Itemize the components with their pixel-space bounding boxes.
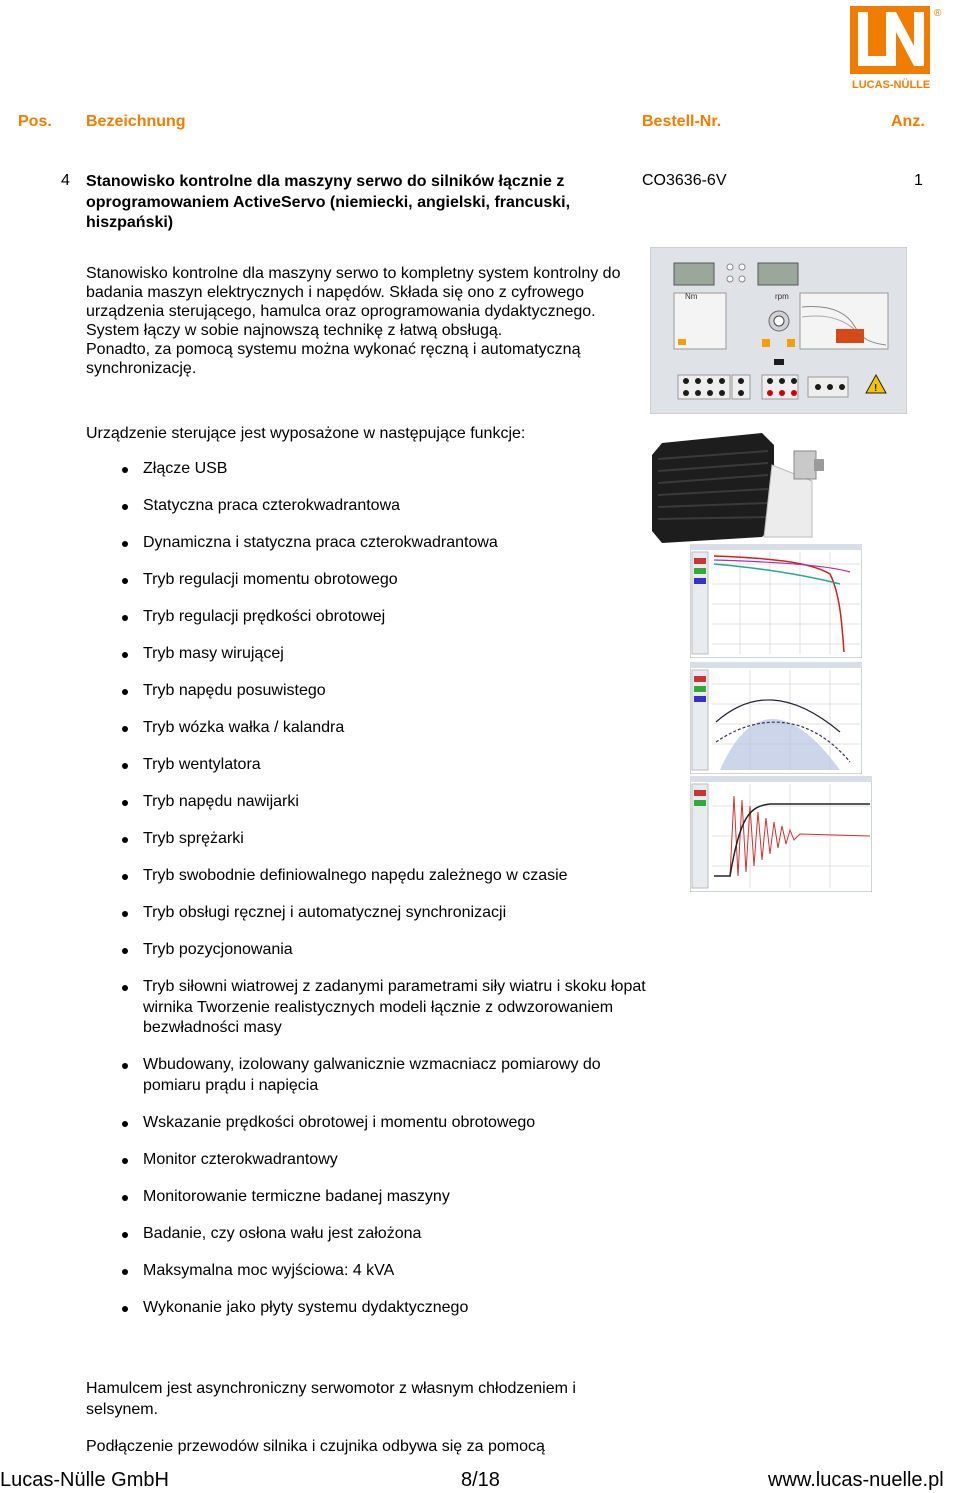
feature-item: Monitorowanie termiczne badanej maszyny bbox=[86, 1187, 646, 1208]
servo-motor-image bbox=[644, 425, 826, 547]
footer-website[interactable]: www.lucas-nuelle.pl bbox=[768, 1469, 944, 1491]
feature-item: Tryb regulacji momentu obrotowego bbox=[86, 570, 646, 591]
feature-item: Tryb napędu nawijarki bbox=[86, 792, 646, 813]
panel-speed-label: rpm bbox=[775, 292, 789, 301]
item-qty: 1 bbox=[914, 172, 923, 189]
brake-text: Hamulcem jest asynchroniczny serwomotor z własnym chłodzeniem i selsynem. bbox=[86, 1380, 576, 1418]
feature-item: Badanie, czy osłona wału jest założona bbox=[86, 1224, 646, 1245]
logo-text: LUCAS-NÜLLE bbox=[852, 79, 931, 91]
feature-item: Wskazanie prędkości obrotowej i momentu obrotowego bbox=[86, 1113, 646, 1134]
features-list bbox=[86, 459, 646, 1318]
feature-item: Tryb swobodnie definiowalnego napędu zależnego w czasie bbox=[86, 866, 646, 887]
header-pos: Pos. bbox=[18, 113, 52, 130]
feature-item: Monitor czterokwadrantowy bbox=[86, 1150, 646, 1171]
features-lead: Urządzenie sterujące jest wyposażone w następujące funkcje: bbox=[86, 425, 526, 442]
item-name: Stanowisko kontrolne dla maszyny serwo do silników łącznie z oprogramowaniem ActiveServo (niemiecki, angielski, francuski, hiszpański) bbox=[86, 173, 571, 231]
intro-text bbox=[86, 264, 641, 378]
panel-torque-label: Nm bbox=[685, 292, 698, 301]
header-qty: Anz. bbox=[891, 113, 925, 130]
header-name: Bezeichnung bbox=[86, 113, 186, 130]
feature-item: Wbudowany, izolowany galwanicznie wzmacniacz pomiarowy do pomiaru prądu i napięcia bbox=[86, 1055, 646, 1096]
lucas-nuelle-logo bbox=[850, 6, 942, 92]
feature-item: Tryb masy wirującej bbox=[86, 644, 646, 665]
item-order-no: CO3636-6V bbox=[642, 172, 727, 189]
software-screenshot-torque-speed bbox=[690, 544, 862, 658]
feature-item: Tryb siłowni wiatrowej z zadanymi parametrami siły wiatru i skoku łopat wirnika Tworzenie realistycznych modeli łącznie z odwzorowaniem bezwładności masy bbox=[86, 977, 646, 1039]
svg-text:!: ! bbox=[874, 383, 878, 394]
feature-item: Statyczna praca czterokwadrantowa bbox=[86, 496, 646, 517]
feature-item: Tryb napędu posuwistego bbox=[86, 681, 646, 702]
feature-item: Dynamiczna i statyczna praca czterokwadrantowa bbox=[86, 533, 646, 554]
software-screenshot-characteristics bbox=[690, 662, 862, 774]
feature-item: Tryb sprężarki bbox=[86, 829, 646, 850]
software-screenshot-oscillation bbox=[690, 776, 872, 892]
connection-text: Podłączenie przewodów silnika i czujnika odbywa się za pomocą bbox=[86, 1438, 545, 1455]
feature-item: Tryb wózka wałka / kalandra bbox=[86, 718, 646, 739]
control-unit-image bbox=[650, 247, 907, 414]
feature-item: Złącze USB bbox=[86, 459, 646, 480]
feature-item: Tryb regulacji prędkości obrotowej bbox=[86, 607, 646, 628]
header-order-no: Bestell-Nr. bbox=[642, 113, 722, 130]
feature-item: Maksymalna moc wyjściowa: 4 kVA bbox=[86, 1261, 646, 1282]
feature-item: Tryb pozycjonowania bbox=[86, 940, 646, 961]
item-pos: 4 bbox=[61, 172, 70, 189]
footer-company: Lucas-Nülle GmbH bbox=[0, 1469, 169, 1491]
feature-item: Tryb obsługi ręcznej i automatycznej synchronizacji bbox=[86, 903, 646, 924]
feature-item: Tryb wentylatora bbox=[86, 755, 646, 776]
feature-item: Wykonanie jako płyty systemu dydaktycznego bbox=[86, 1298, 646, 1319]
footer-page-number: 8/18 bbox=[461, 1469, 500, 1491]
intro-paragraph-1: Stanowisko kontrolne dla maszyny serwo to kompletny system kontrolny do badania maszyn elektrycznych i napędów. Składa się ono z cyfrowego urządzenia sterującego, hamulca oraz oprogramowania dydaktycznego. System łączy w sobie najnowszą technikę z łatwą obsługą. bbox=[86, 265, 621, 339]
intro-paragraph-2: Ponadto, za pomocą systemu można wykonać ręczną i automatyczną synchronizację. bbox=[86, 341, 581, 377]
registered-mark: ® bbox=[934, 8, 942, 19]
